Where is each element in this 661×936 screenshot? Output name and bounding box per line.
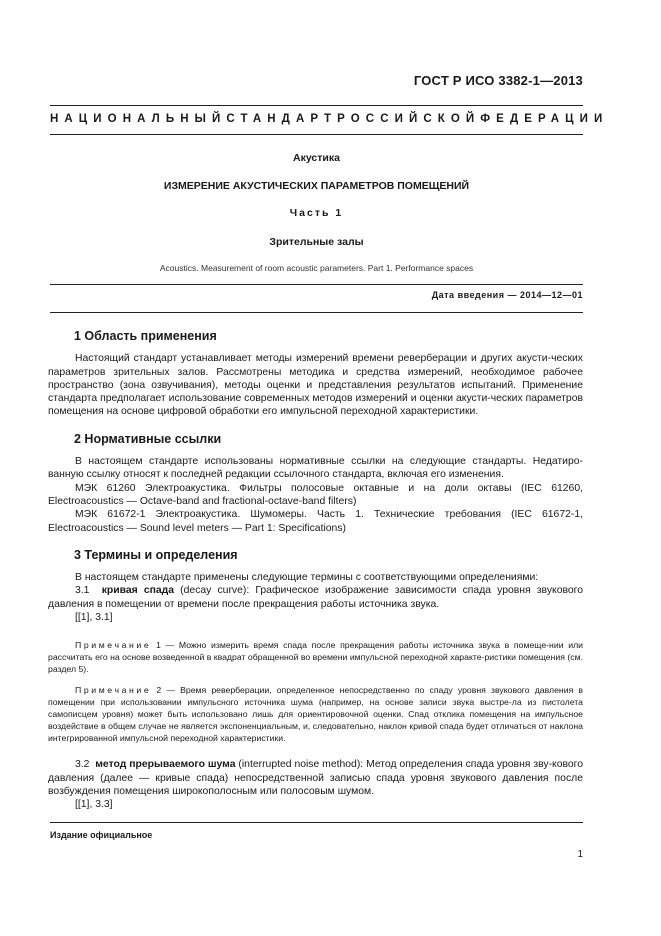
term-number: 3.2 (75, 759, 90, 771)
banner-word: ФЕДЕРАЦИИ (480, 113, 609, 125)
term-name: метод прерываемого шума (95, 759, 236, 771)
gost-code: ГОСТ Р ИСО 3382-1—2013 (413, 73, 583, 88)
banner-rule (50, 134, 583, 135)
term-text: (decay curve): Графическое изображение зависимости спада уровня звукового давления в помещении от времени после прекращения работы источника звука. (48, 585, 583, 610)
field-heading: Акустика (293, 152, 340, 164)
note-label: Примечание (75, 640, 152, 651)
page-number: 1 (577, 849, 583, 860)
document-title: ИЗМЕРЕНИЕ АКУСТИЧЕСКИХ ПАРАМЕТРОВ ПОМЕЩЕНИЙ (163, 180, 470, 192)
paragraph: Настоящий стандарт устанавливает методы измерений времени реверберации и других акусти-ческих параметров зрительных залов. Рассмотрены методика и средства измерений, необходимое рабочее пространство (зона озвучивания), методы оценки и представления результатов испытаний. Применение стандарта предполагает использование современных методов измерений и оценки акусти-ческих параметров помещения на основе цифровой обработки его импульсной переходной характеристики. (48, 353, 583, 418)
term-definition (48, 758, 583, 798)
term-name: кривая спада (101, 585, 175, 597)
top-rule (50, 105, 583, 106)
english-title: Acoustics. Measurement of room acoustic parameters. Part 1. Performance spaces (159, 263, 474, 273)
section-heading: 1 Область применения (74, 329, 217, 343)
reference-item: МЭК 61672-1 Электроакустика. Шумомеры. Часть 1. Технические требования (IEC 61672-1, Electroacoustics — Sound level meters — Part 1: Specifications) (48, 509, 583, 534)
note-text: 1 — Можно измерить время спада после прекращения работы источника звука в помеще-нии или рассчитать его на основе возведенной в квадрат обращенной во времени импульсной переходной характе-ристики помещения (см. раздел 5). (48, 640, 584, 675)
note (48, 684, 583, 744)
term-number: 3.1 (75, 585, 90, 597)
date-rule (50, 312, 583, 313)
intro-date: Дата введения — 2014—12—01 (431, 290, 583, 300)
term-text: (interrupted noise method): Метод определения спада уровня зву-кового давления (далее — кривые спада) непосредственной записью спада уровня звукового давления после возбуждения помещения широкополосным или полосовым шумом. (48, 759, 584, 797)
section-heading: 3 Термины и определения (74, 547, 238, 562)
term-definition (48, 584, 583, 611)
paragraph: В настоящем стандарте использованы нормативные ссылки на следующие стандарты. Недатиро-ванную ссылку относят к последней редакции ссылочного стандарта, включая его изменения. (48, 456, 583, 481)
national-standard-banner (50, 113, 609, 125)
term-reference: [[1], 3.1] (75, 612, 113, 624)
note-label: Примечание (75, 684, 152, 695)
reference-item: МЭК 61260 Электроакустика. Фильтры полосовые октавные и на доли октавы (IEC 61260, Electroacoustics — Octave-band and fractional-octave-band filters) (48, 482, 583, 507)
banner-word: НАЦИОНАЛЬНЫЙ (50, 113, 227, 125)
title-rule (50, 284, 583, 285)
footer-rule (50, 822, 583, 823)
document-body (48, 329, 584, 812)
document-subtitle: Зрительные залы (269, 236, 364, 248)
term-reference: [[1], 3.3] (75, 799, 113, 811)
section-heading: 2 Нормативные ссылки (74, 431, 222, 446)
note (48, 639, 583, 675)
banner-word: СТАНДАРТ (226, 113, 338, 125)
paragraph: В настоящем стандарте применены следующие термины с соответствующими определениями: (75, 572, 539, 584)
part-label: Часть 1 (289, 207, 344, 219)
note-text: 2 — Время реверберации, определенное непосредственно по спаду уровня звукового давления в помещении при использовании импульсного источника шума (например, на основе записи звука выстре-ла из пистолета самописцем уровня) может быть использовано лишь для ориентировочной оценки. Спад отклика помещения на импульсное воздействие в общем случае не является экспоненциальным, и, следовательно, наклон кривой спада будет отличаться от наклона интегрированной импульсной переходной характеристики. (48, 684, 583, 743)
banner-word: РОССИЙСКОЙ (337, 113, 481, 125)
edition-label: Издание официальное (50, 830, 153, 840)
